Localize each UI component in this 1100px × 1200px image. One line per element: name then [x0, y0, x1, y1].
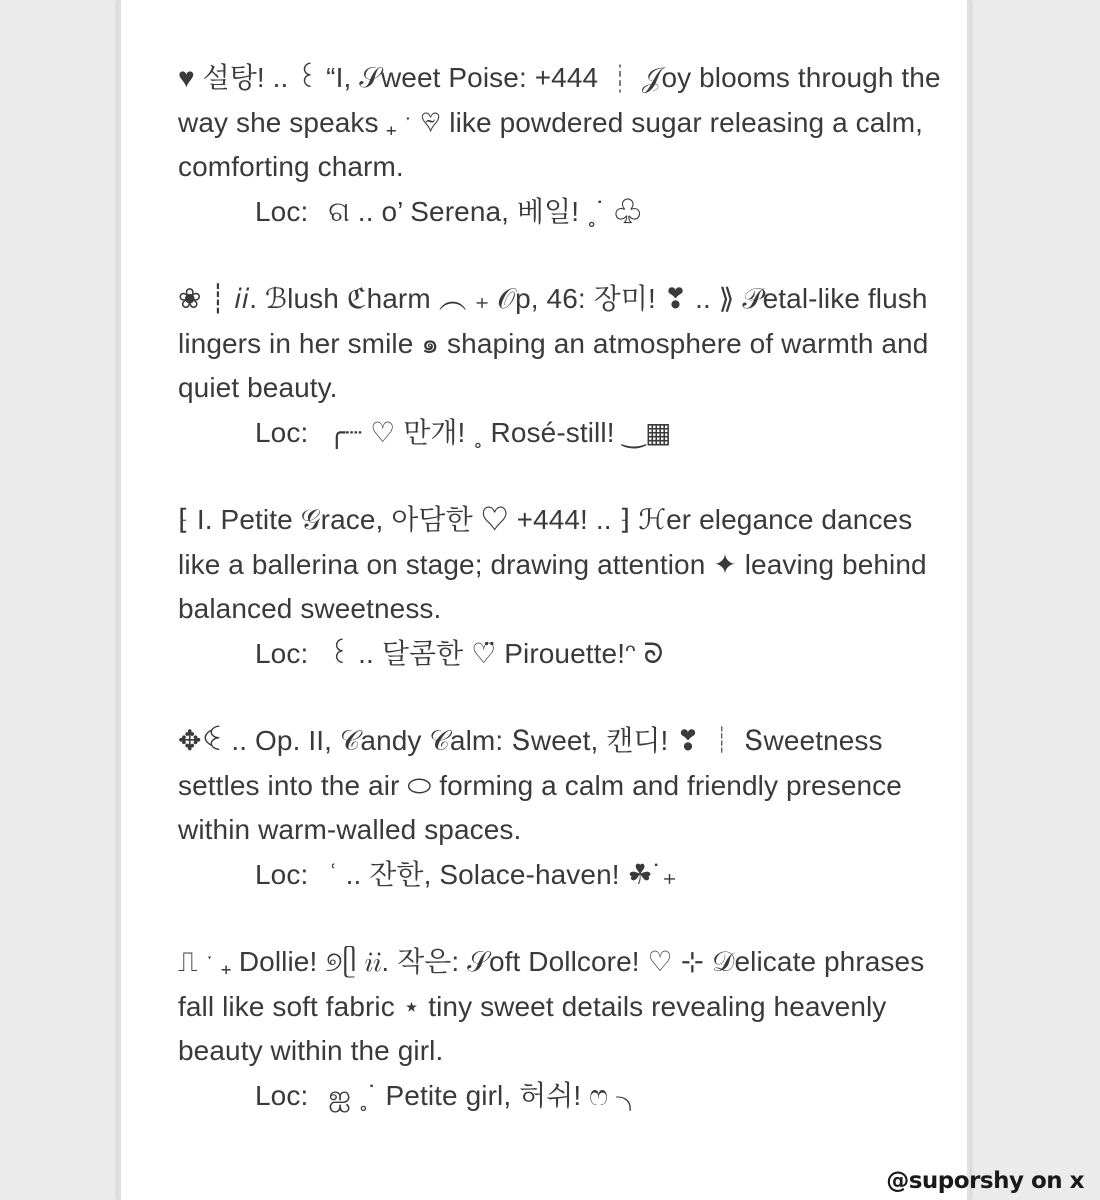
location-value: ஐ ˳˙ Petite girl, 허쉬! ෆ ╮	[328, 1079, 645, 1111]
location-value: ꒰ .. 달콤한 ♡̈ Pirouette!ᵔ ᘐ	[328, 637, 664, 669]
entry-location	[178, 632, 958, 677]
location-label: Loc:	[255, 195, 309, 227]
location-label: Loc:	[255, 1079, 309, 1111]
location-value: ╭┈ ♡ 만개! ˳ Rosé-still! ‿▦	[328, 416, 672, 448]
entry-paragraph: ♥ 설탕! .. ꒰ “I, 𝒮weet Poise: +444 ┊ 𝒥oy blooms through the way she speaks ₊ ˑ ♡̴ like powdered sugar releasing a calm, comforting charm.	[178, 62, 941, 182]
entry-paragraph: ✥ꒊ .. Op. II, 𝒞andy 𝒞alm: Տweet, 캔디! ❣ ┊ Տweetness settles into the air ⬭ forming a calm and friendly presence within warm-walled spaces.	[178, 725, 902, 845]
entry-dollie	[178, 940, 958, 1118]
location-value: ʿ .. 잔한, Solace-haven! ☘˙₊	[328, 858, 678, 890]
entry-location	[178, 853, 958, 898]
note-page	[118, 0, 970, 1200]
location-value: ଗ .. o’ Serena, 베일! ˳˙ ♧	[328, 195, 642, 227]
entry-candy-calm	[178, 719, 958, 897]
location-label: Loc:	[255, 416, 309, 448]
entry-location	[178, 190, 958, 235]
entry-paragraph: ⁅ I. Petite 𝒢race, 아담한 ♡ +444! .. ⁆ ℋer elegance dances like a ballerina on stage; drawing attention ✦ leaving behind balanced sweetness.	[178, 504, 927, 624]
watermark-handle: @suporshy on x	[886, 1168, 1084, 1194]
entry-location	[178, 1074, 958, 1119]
note-body	[178, 56, 958, 1161]
entry-paragraph: ⎍ ˑ ₊ Dollie! ୭ᥫ 𝑖𝑖. 작은: 𝒮oft Dollcore! ♡ ⊹ 𝒟elicate phrases fall like soft fabric ⋆ tiny sweet details revealing heavenly beauty within the girl.	[178, 946, 925, 1066]
location-label: Loc:	[255, 858, 309, 890]
location-label: Loc:	[255, 637, 309, 669]
entry-blush-charm	[178, 277, 958, 455]
entry-location	[178, 411, 958, 456]
entry-petite-grace	[178, 498, 958, 676]
entry-sweet-poise	[178, 56, 958, 234]
entry-paragraph: ❀ ┊ 𝑖𝑖. ℬlush ℭharm ︵ ₊ 𝒪p, 46: 장미! ❣ .. ⟫ 𝒫etal-like flush lingers in her smile ๑ shaping an atmosphere of warmth and quiet beauty.	[178, 283, 929, 403]
